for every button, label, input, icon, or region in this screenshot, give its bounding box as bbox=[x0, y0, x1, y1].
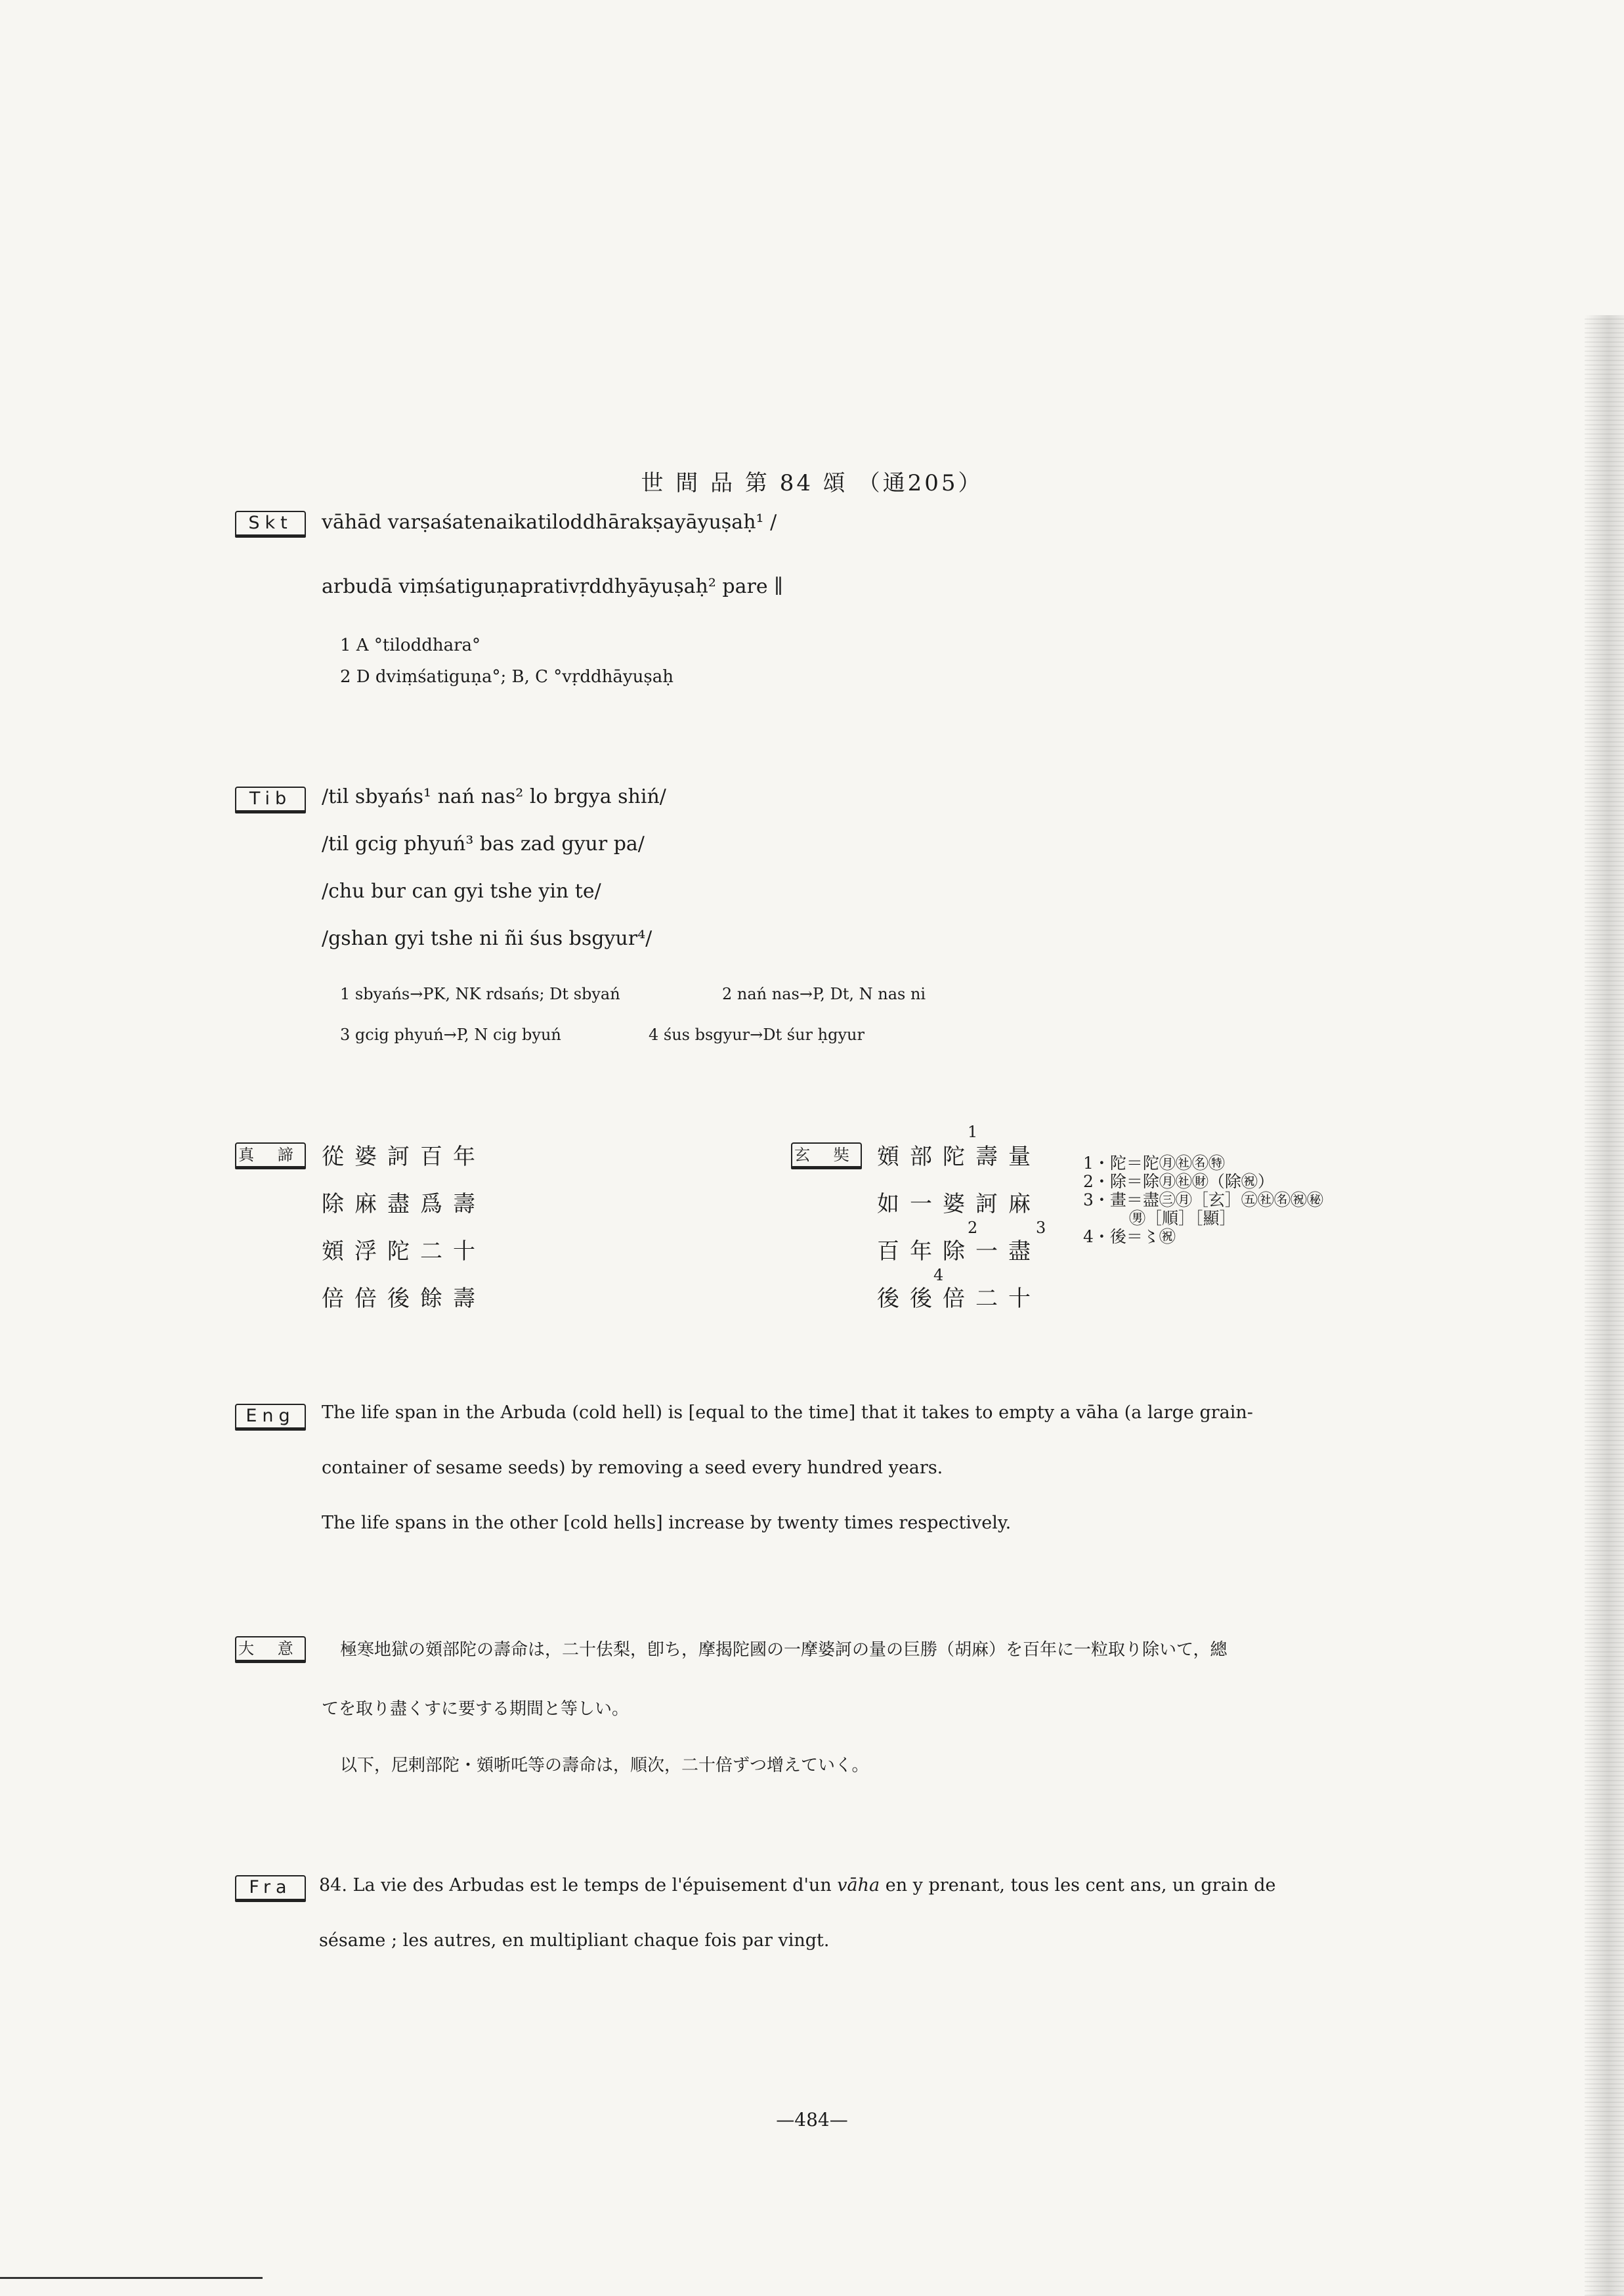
variant-note-4: 4・後＝〻㊗ bbox=[1083, 1227, 1176, 1246]
xuan-section-tag: 玄 奘 bbox=[791, 1142, 862, 1169]
verse-heading: 世 間 品 第 84 頌 （通205） bbox=[641, 470, 983, 496]
fra-term-vaha: vāha bbox=[837, 1875, 880, 1895]
fra-line-1-start: 84. La vie des Arbudas est le temps de l'épuisement d'un bbox=[319, 1875, 838, 1895]
skt-verse-line-1: vāhād varṣaśatenaikatiloddhārakṣayāyuṣaḥ¹ / bbox=[322, 511, 777, 534]
tib-verse-line-3: /chu bur can gyi tshe yin te/ bbox=[322, 880, 601, 903]
skt-section-tag: Skt bbox=[235, 511, 306, 538]
tib-verse-line-4: /gshan gyi tshe ni ñi śus bsgyur⁴/ bbox=[322, 927, 652, 950]
xuan-verse-line-3: 百年除一盡 bbox=[877, 1238, 1041, 1265]
fra-line-2: sésame ; les autres, en multipliant chaque fois par vingt. bbox=[319, 1930, 830, 1951]
variant-note-3: 3・畫＝盡㊂㊊［玄］㊄㊓㊔㊗㊙ bbox=[1083, 1190, 1323, 1209]
tib-note-3: 3 gcig phyuń→P, N cig byuń bbox=[340, 1026, 561, 1044]
eng-line-2: container of sesame seeds) by removing a seed every hundred years. bbox=[322, 1458, 943, 1478]
page-number: —484— bbox=[776, 2109, 848, 2131]
bottom-rule bbox=[0, 2277, 263, 2279]
jp-line-1: 極寒地獄の頞部陀の壽命は，二十佉梨，卽ち，摩揭陀國の一摩婆訶の量の巨勝（胡麻）を百年に一粒取り除いて，總 bbox=[340, 1640, 1228, 1660]
tib-section-tag: Tib bbox=[235, 787, 306, 813]
tib-note-2: 2 nań nas→P, Dt, N nas ni bbox=[722, 985, 926, 1003]
fra-line-1-end: en y prenant, tous les cent ans, un grain de bbox=[880, 1875, 1276, 1895]
jp-line-3: 以下，尼剌部陀・頞哳吒等の壽命は，順次，二十倍ずつ增えていく。 bbox=[340, 1756, 869, 1775]
zhen-verse-line-2: 除麻盡爲壽 bbox=[322, 1191, 486, 1217]
zhen-verse-line-3: 頞浮陀二十 bbox=[322, 1238, 486, 1265]
jp-section-tag: 大 意 bbox=[235, 1636, 306, 1663]
jp-line-2: てを取り盡くすに要する期間と等しい。 bbox=[322, 1699, 630, 1719]
xuan-mark-4: 4 bbox=[933, 1266, 944, 1284]
variant-note-2: 2・除＝除㊊㊓㊖（除㊗） bbox=[1083, 1172, 1274, 1191]
zhen-section-tag: 真 諦 bbox=[235, 1142, 306, 1169]
fra-section-tag: Fra bbox=[235, 1875, 306, 1902]
skt-note-2: 2 D dviṃśatiguṇa°; B, C °vṛddhāyuṣaḥ bbox=[340, 667, 673, 687]
eng-line-3: The life spans in the other [cold hells] increase by twenty times respectively. bbox=[322, 1513, 1012, 1533]
eng-line-1: The life span in the Arbuda (cold hell) is [equal to the time] that it takes to empty a vāha (a large grain- bbox=[322, 1402, 1253, 1423]
xuan-verse-line-1: 頞部陀壽量 bbox=[877, 1144, 1041, 1170]
xuan-mark-1: 1 bbox=[968, 1123, 978, 1141]
scan-edge-texture bbox=[1585, 315, 1624, 2296]
zhen-verse-line-1: 從婆訶百年 bbox=[322, 1144, 486, 1170]
tib-note-1: 1 sbyańs→PK, NK rdsańs; Dt sbyań bbox=[340, 985, 620, 1003]
xuan-verse-line-4: 後後倍二十 bbox=[877, 1286, 1041, 1312]
eng-section-tag: Eng bbox=[235, 1404, 306, 1431]
xuan-mark-3: 3 bbox=[1036, 1219, 1046, 1237]
skt-note-1: 1 A °tiloddhara° bbox=[340, 636, 481, 655]
variant-note-3-cont: ㊚［順］［顯］ bbox=[1129, 1209, 1236, 1228]
xuan-mark-2: 2 bbox=[968, 1219, 978, 1237]
tib-verse-line-1: /til sbyańs¹ nań nas² lo brgya shiń/ bbox=[322, 785, 666, 808]
zhen-verse-line-4: 倍倍後餘壽 bbox=[322, 1286, 486, 1312]
tib-note-4: 4 śus bsgyur→Dt śur ḥgyur bbox=[649, 1026, 865, 1044]
xuan-verse-line-2: 如一婆訶麻 bbox=[877, 1191, 1041, 1217]
tib-verse-line-2: /til gcig phyuń³ bas zad gyur pa/ bbox=[322, 833, 645, 856]
skt-verse-line-2: arbudā viṃśatiguṇaprativṛddhyāyuṣaḥ² pare ∥ bbox=[322, 575, 783, 598]
variant-note-1: 1・陀＝陀㊊㊓㊔㊕ bbox=[1083, 1154, 1225, 1173]
fra-line-1 bbox=[319, 1875, 1276, 1895]
